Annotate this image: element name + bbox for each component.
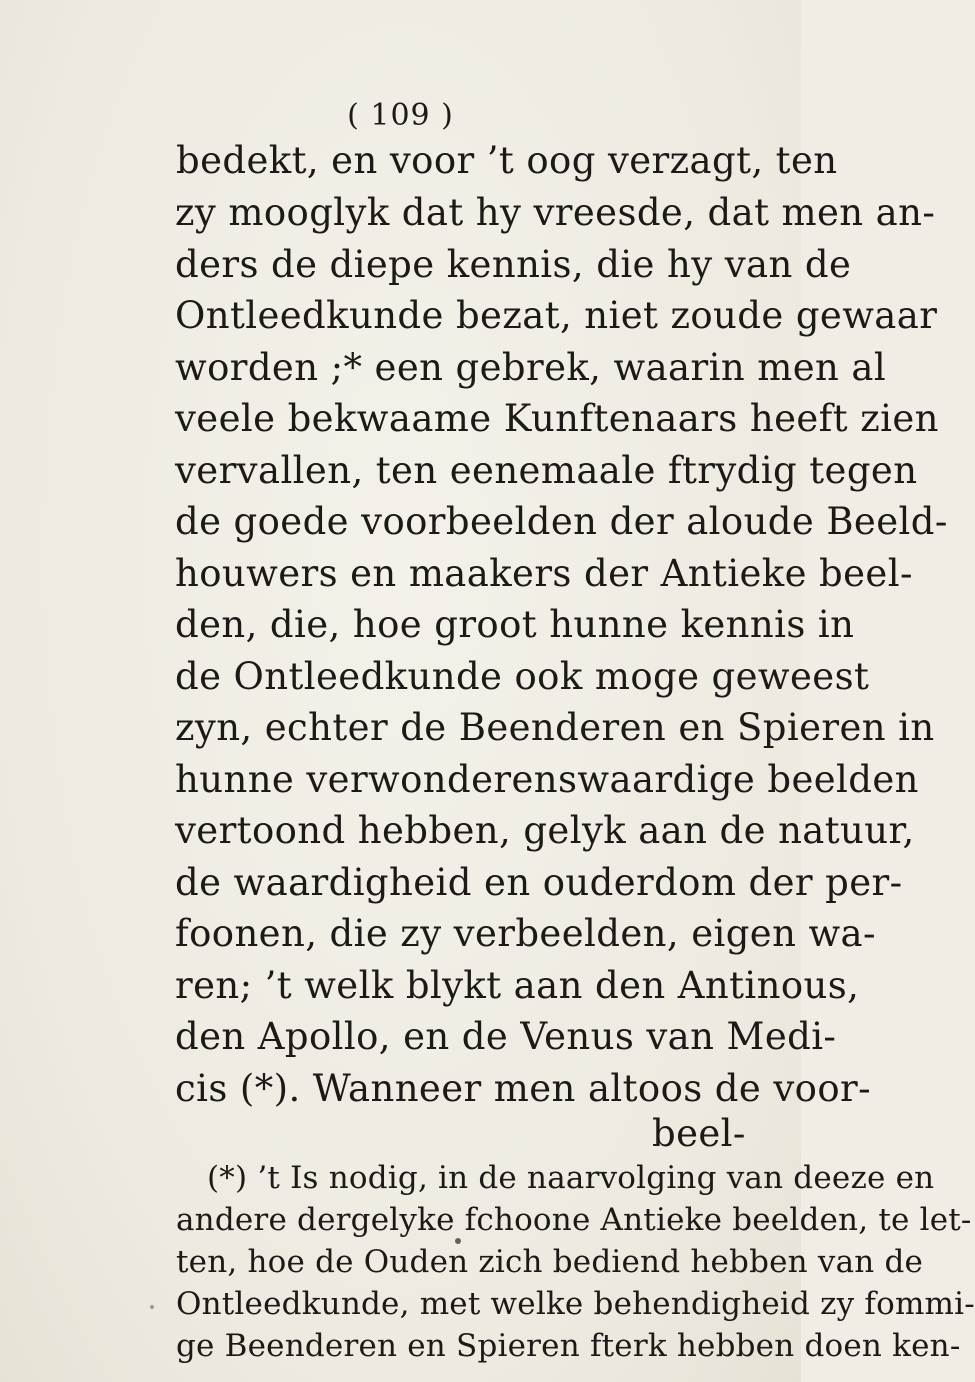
text-line: zyn, echter de Beenderen en Spieren in xyxy=(175,706,935,749)
footnote-line: Ontleedkunde, met welke behendigheid zy fommi- xyxy=(176,1286,975,1322)
page-number: ( 109 ) xyxy=(347,98,454,133)
footnote-line: ten, hoe de Ouden zich bediend hebben van de xyxy=(176,1244,924,1280)
ink-speck xyxy=(150,1305,154,1309)
text-line: ren; ’t welk blykt aan den Antinous, xyxy=(175,964,860,1007)
text-line: de Ontleedkunde ook moge geweest xyxy=(175,655,870,698)
text-line: cis (*). Wanneer men altoos de voor- xyxy=(175,1067,871,1110)
text-line: den, die, hoe groot hunne kennis in xyxy=(175,603,855,646)
text-line: worden ;* een gebrek, waarin men al xyxy=(175,346,887,389)
text-line: foonen, die zy verbeelden, eigen wa- xyxy=(175,912,876,955)
text-line: de goede voorbeelden der aloude Beeld- xyxy=(175,500,948,543)
text-line: Ontleedkunde bezat, niet zoude gewaar xyxy=(175,294,938,337)
text-line: veele bekwaame Kunftenaars heeft zien xyxy=(175,397,939,440)
footnote-line: (*) ’t Is nodig, in de naarvolging van deeze en xyxy=(207,1160,935,1196)
catchword: beel- xyxy=(652,1112,746,1155)
footnote-line: ge Beenderen en Spieren fterk hebben doen ken- xyxy=(176,1328,961,1364)
text-line: houwers en maakers der Antieke beel- xyxy=(175,552,913,595)
ink-speck xyxy=(455,1238,461,1244)
text-line: vertoond hebben, gelyk aan de natuur, xyxy=(175,809,915,852)
footnote-line: andere dergelyke fchoone Antieke beelden, te let- xyxy=(176,1202,972,1238)
text-line: den Apollo, en de Venus van Medi- xyxy=(175,1015,837,1058)
text-line: zy mooglyk dat hy vreesde, dat men an- xyxy=(175,191,936,234)
text-line: vervallen, ten eenemaale ftrydig tegen xyxy=(175,449,918,492)
text-line: ders de diepe kennis, die hy van de xyxy=(175,243,852,286)
text-line: bedekt, en voor ’t oog verzagt, ten xyxy=(176,139,838,182)
text-line: hunne verwonderenswaardige beelden xyxy=(175,758,919,801)
text-line: de waardigheid en ouderdom der per- xyxy=(175,861,903,904)
